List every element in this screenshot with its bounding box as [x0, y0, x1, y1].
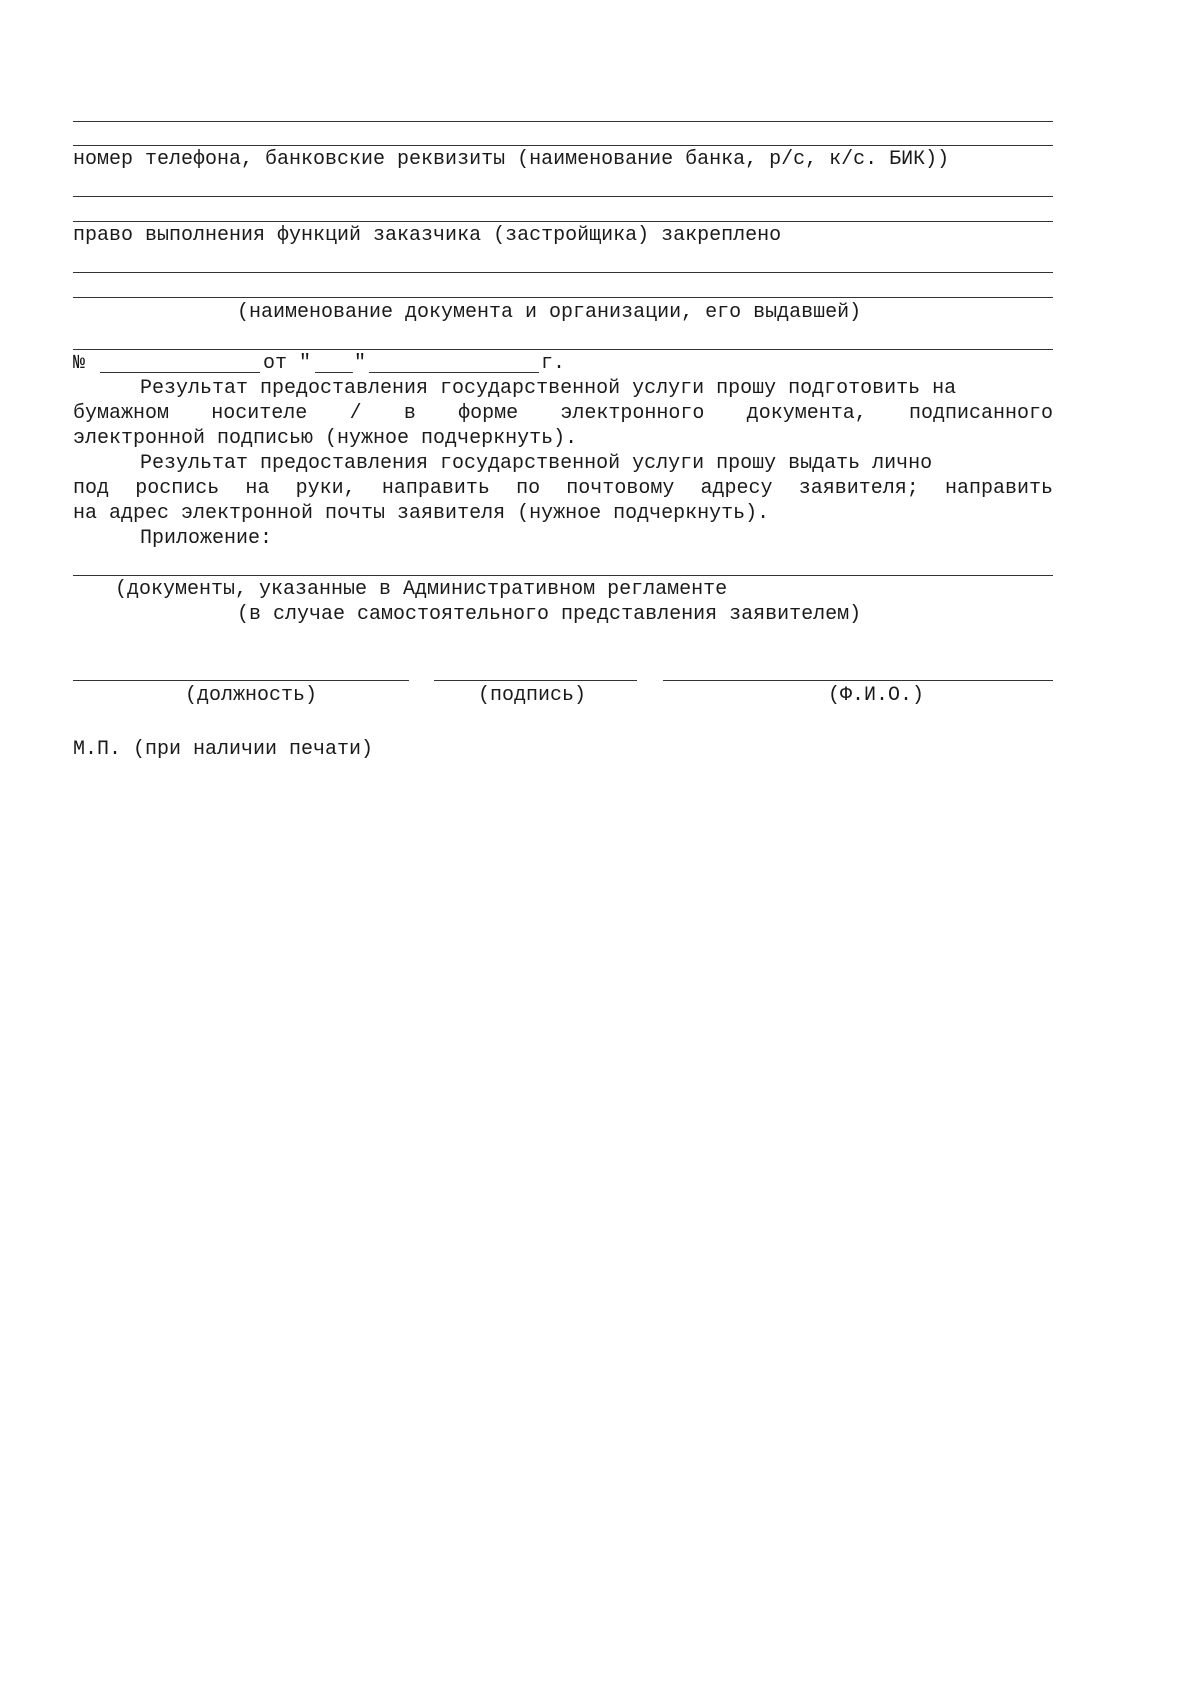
caption-attachments: (в случае самостоятельного представления заявителем)	[237, 603, 862, 626]
year-suffix: г.	[541, 352, 566, 375]
result-delivery-line: на адрес электронной почты заявителя (нужное подчеркнуть).	[73, 502, 770, 525]
quote-close: "	[354, 352, 367, 375]
blank-line	[73, 575, 1053, 576]
caption-contacts: номер телефона, банковские реквизиты (наименование банка, р/с, к/с. БИК))	[73, 148, 950, 171]
caption-signature: (подпись)	[478, 684, 587, 707]
attachment-label: Приложение:	[140, 527, 273, 550]
blank-line	[73, 272, 1053, 273]
position-blank	[73, 680, 409, 681]
blank-line	[73, 196, 1053, 197]
caption-attachments: (документы, указанные в Административном регламенте	[115, 578, 728, 601]
caption-position: (должность)	[185, 684, 318, 707]
result-delivery-line: под роспись на руки, направить по почтовому адресу заявителя; направить	[73, 477, 1053, 500]
day-blank	[315, 372, 353, 373]
from-label: от "	[263, 352, 312, 375]
result-format-line: бумажном носителе / в форме электронного документа, подписанного	[73, 402, 1053, 425]
blank-line	[73, 297, 1053, 298]
blank-line	[73, 121, 1053, 122]
name-blank	[663, 680, 1053, 681]
rights-label: право выполнения функций заказчика (застройщика) закреплено	[73, 224, 782, 247]
result-format-line: электронной подписью (нужное подчеркнуть).	[73, 427, 578, 450]
caption-document: (наименование документа и организации, его выдавшей)	[237, 301, 862, 324]
stamp-note: М.П. (при наличии печати)	[73, 738, 374, 761]
blank-line	[73, 221, 1053, 222]
document-number-blank	[100, 372, 260, 373]
number-sign: №	[73, 352, 86, 375]
month-blank	[369, 372, 539, 373]
caption-name: (Ф.И.О.)	[828, 684, 925, 707]
result-format-line: Результат предоставления государственной услуги прошу подготовить на	[140, 377, 957, 400]
blank-line	[73, 145, 1053, 146]
result-delivery-line: Результат предоставления государственной услуги прошу выдать лично	[140, 452, 933, 475]
blank-line	[73, 349, 1053, 350]
signature-blank	[434, 680, 637, 681]
